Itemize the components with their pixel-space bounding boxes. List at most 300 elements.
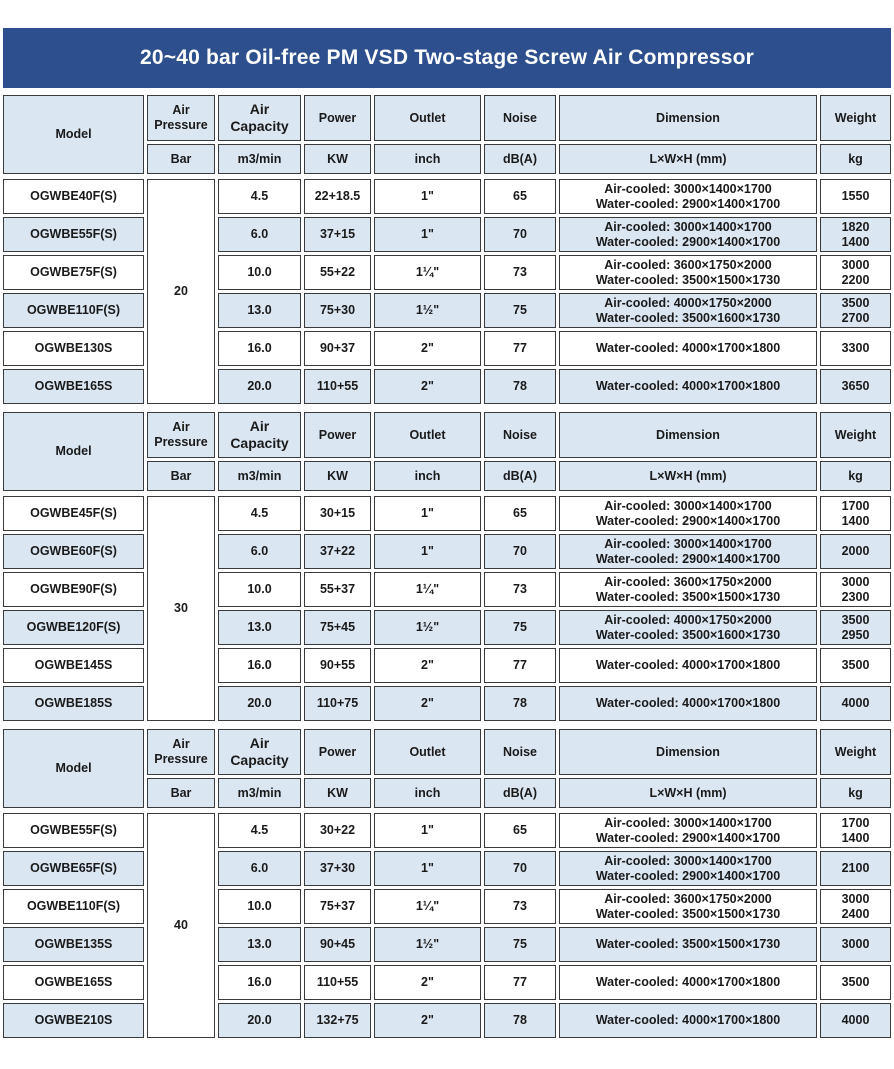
- model-cell: [3, 534, 144, 569]
- capacity-cell-text: 10.0: [247, 899, 272, 913]
- dimension-cell-text-1: Air-cooled: 4000×1750×2000: [604, 612, 772, 627]
- dimension-cell-text: Water-cooled: 3500×1500×1730: [595, 937, 781, 951]
- header-dimension-text: Dimension: [656, 427, 720, 442]
- noise-cell: [484, 496, 556, 531]
- unit-air-pressure-text: Bar: [170, 151, 192, 166]
- unit-power: [304, 461, 371, 491]
- outlet-cell: [374, 331, 481, 366]
- header-power: [304, 412, 371, 458]
- noise-cell-text: 75: [513, 303, 527, 317]
- unit-outlet-text: inch: [414, 151, 441, 166]
- pressure-value: [147, 179, 215, 404]
- unit-noise-text: dB(A): [502, 151, 537, 166]
- header-dimension: [559, 729, 817, 775]
- unit-power-text: KW: [327, 468, 348, 483]
- dimension-cell-text-1: Air-cooled: 3000×1400×1700: [604, 853, 772, 868]
- model-cell-text: OGWBE110F(S): [26, 303, 121, 317]
- outlet-cell-text: 1": [421, 227, 434, 241]
- model-cell-text: OGWBE185S: [34, 696, 113, 710]
- power-cell-text: 110+55: [316, 379, 359, 393]
- noise-cell-text: 75: [513, 620, 527, 634]
- dimension-cell: [559, 927, 817, 962]
- weight-cell: [820, 1003, 891, 1038]
- power-cell-text: 30+15: [319, 506, 356, 520]
- power-cell: [304, 686, 371, 721]
- dimension-cell-text: Water-cooled: 4000×1700×1800: [595, 658, 781, 672]
- model-cell-text: OGWBE60F(S): [30, 544, 117, 558]
- power-cell-text: 75+30: [319, 303, 356, 317]
- header-air-capacity-line-1: Air: [249, 735, 270, 751]
- header-dimension: [559, 412, 817, 458]
- outlet-cell: [374, 610, 481, 645]
- header-air-capacity-line-2: Capacity: [230, 118, 289, 134]
- header-weight: [820, 95, 891, 141]
- model-cell-text: OGWBE40F(S): [30, 189, 117, 203]
- header-outlet: [374, 729, 481, 775]
- power-cell-text: 55+22: [319, 265, 356, 279]
- header-dimension: [559, 95, 817, 141]
- outlet-cell-text: 2": [421, 379, 434, 393]
- noise-cell-text: 78: [513, 1013, 527, 1027]
- weight-cell: [820, 179, 891, 214]
- unit-outlet-text: inch: [414, 468, 441, 483]
- outlet-cell: [374, 369, 481, 404]
- power-cell-text: 90+55: [319, 658, 356, 672]
- capacity-cell: [218, 686, 301, 721]
- model-cell-text: OGWBE145S: [34, 658, 113, 672]
- weight-cell-text: 3500: [841, 658, 870, 672]
- capacity-cell-text: 20.0: [247, 379, 272, 393]
- dimension-cell: [559, 534, 817, 569]
- capacity-cell-text: 4.5: [250, 189, 269, 203]
- dimension-cell-text-2: Water-cooled: 2900×1400×1700: [595, 513, 781, 528]
- pressure-value: [147, 496, 215, 721]
- dimension-cell-text-1: Air-cooled: 3000×1400×1700: [604, 219, 772, 234]
- outlet-cell: [374, 217, 481, 252]
- capacity-cell-text: 10.0: [247, 582, 272, 596]
- weight-cell-text-2: 2400: [841, 906, 870, 921]
- power-cell: [304, 496, 371, 531]
- header-model-text: Model: [55, 761, 92, 775]
- noise-cell: [484, 927, 556, 962]
- outlet-cell: [374, 1003, 481, 1038]
- power-cell: [304, 889, 371, 924]
- header-air-pressure: [147, 729, 215, 775]
- outlet-cell: [374, 179, 481, 214]
- dimension-cell: [559, 369, 817, 404]
- power-cell: [304, 293, 371, 328]
- capacity-cell: [218, 610, 301, 645]
- model-cell-text: OGWBE210S: [34, 1013, 113, 1027]
- outlet-cell-text: 1": [421, 544, 434, 558]
- weight-cell-text-1: 3000: [841, 891, 870, 906]
- model-cell-text: OGWBE165S: [34, 379, 113, 393]
- model-cell-text: OGWBE120F(S): [26, 620, 121, 634]
- noise-cell: [484, 217, 556, 252]
- header-noise: [484, 729, 556, 775]
- dimension-cell-text: Water-cooled: 4000×1700×1800: [595, 1013, 781, 1027]
- weight-cell: [820, 965, 891, 1000]
- header-air-pressure-line-2: Pressure: [154, 118, 208, 132]
- dimension-cell: [559, 217, 817, 252]
- dimension-cell-text-2: Water-cooled: 2900×1400×1700: [595, 551, 781, 566]
- dimension-cell: [559, 179, 817, 214]
- unit-weight: [820, 461, 891, 491]
- weight-cell: [820, 648, 891, 683]
- header-outlet: [374, 412, 481, 458]
- noise-cell-text: 70: [513, 227, 527, 241]
- weight-cell-text: 3650: [841, 379, 870, 393]
- header-dimension-text: Dimension: [656, 744, 720, 759]
- header-weight: [820, 729, 891, 775]
- noise-cell-text: 77: [513, 658, 527, 672]
- weight-cell: [820, 889, 891, 924]
- weight-cell-text-1: 1820: [841, 219, 870, 234]
- capacity-cell: [218, 179, 301, 214]
- dimension-cell-text-2: Water-cooled: 3500×1500×1730: [595, 906, 781, 921]
- dimension-cell: [559, 572, 817, 607]
- weight-cell-text-2: 1400: [841, 830, 870, 845]
- power-cell-text: 37+15: [319, 227, 356, 241]
- page-title-banner: [3, 28, 891, 88]
- dimension-cell-text-1: Air-cooled: 3600×1750×2000: [604, 891, 772, 906]
- unit-weight-text: kg: [848, 468, 863, 483]
- model-cell-text: OGWBE55F(S): [30, 227, 117, 241]
- capacity-cell-text: 13.0: [247, 937, 272, 951]
- unit-outlet: [374, 144, 481, 174]
- weight-cell-text-2: 2300: [841, 589, 870, 604]
- model-cell-text: OGWBE130S: [34, 341, 113, 355]
- outlet-cell: [374, 686, 481, 721]
- unit-weight: [820, 144, 891, 174]
- weight-cell-text: 2000: [841, 544, 870, 558]
- unit-noise-text: dB(A): [502, 468, 537, 483]
- outlet-cell-text: 1½": [415, 937, 440, 951]
- capacity-cell-text: 20.0: [247, 696, 272, 710]
- power-cell-text: 75+45: [319, 620, 356, 634]
- outlet-cell: [374, 851, 481, 886]
- dimension-cell-text-1: Air-cooled: 3000×1400×1700: [604, 181, 772, 196]
- header-weight-text: Weight: [834, 744, 877, 759]
- model-cell-text: OGWBE165S: [34, 975, 113, 989]
- weight-cell-text: 3000: [841, 937, 870, 951]
- noise-cell: [484, 851, 556, 886]
- dimension-cell-text-2: Water-cooled: 2900×1400×1700: [595, 234, 781, 249]
- pressure-value-text: 40: [174, 918, 188, 932]
- outlet-cell-text: 2": [421, 341, 434, 355]
- outlet-cell-text: 1½": [415, 620, 440, 634]
- power-cell: [304, 610, 371, 645]
- header-air-capacity-line-1: Air: [249, 101, 270, 117]
- weight-cell: [820, 927, 891, 962]
- dimension-cell-text-1: Air-cooled: 3600×1750×2000: [604, 257, 772, 272]
- capacity-cell-text: 13.0: [247, 303, 272, 317]
- dimension-cell: [559, 686, 817, 721]
- weight-cell: [820, 293, 891, 328]
- power-cell: [304, 179, 371, 214]
- dimension-cell-text-1: Air-cooled: 4000×1750×2000: [604, 295, 772, 310]
- model-cell: [3, 255, 144, 290]
- header-air-capacity-line-2: Capacity: [230, 435, 289, 451]
- dimension-cell-text-1: Air-cooled: 3000×1400×1700: [604, 536, 772, 551]
- unit-air-capacity-text: m3/min: [237, 151, 282, 166]
- power-cell-text: 90+37: [319, 341, 356, 355]
- unit-outlet: [374, 461, 481, 491]
- noise-cell: [484, 572, 556, 607]
- dimension-cell-text-1: Air-cooled: 3600×1750×2000: [604, 574, 772, 589]
- capacity-cell: [218, 648, 301, 683]
- header-air-capacity-line-1: Air: [249, 418, 270, 434]
- weight-cell-text-1: 3500: [841, 295, 870, 310]
- noise-cell: [484, 534, 556, 569]
- model-cell: [3, 293, 144, 328]
- power-cell: [304, 369, 371, 404]
- header-outlet-text: Outlet: [409, 744, 446, 759]
- header-model: [3, 412, 144, 491]
- capacity-cell: [218, 217, 301, 252]
- unit-air-capacity: [218, 461, 301, 491]
- header-weight-text: Weight: [834, 427, 877, 442]
- outlet-cell: [374, 293, 481, 328]
- power-cell: [304, 813, 371, 848]
- weight-cell-text-1: 1700: [841, 815, 870, 830]
- unit-noise: [484, 144, 556, 174]
- header-outlet: [374, 95, 481, 141]
- model-cell: [3, 217, 144, 252]
- power-cell: [304, 534, 371, 569]
- weight-cell: [820, 851, 891, 886]
- noise-cell-text: 73: [513, 899, 527, 913]
- unit-power: [304, 144, 371, 174]
- capacity-cell: [218, 331, 301, 366]
- power-cell: [304, 217, 371, 252]
- header-outlet-text: Outlet: [409, 427, 446, 442]
- dimension-cell: [559, 255, 817, 290]
- weight-cell-text: 2100: [841, 861, 870, 875]
- outlet-cell: [374, 572, 481, 607]
- power-cell: [304, 331, 371, 366]
- dimension-cell: [559, 851, 817, 886]
- unit-outlet-text: inch: [414, 785, 441, 800]
- dimension-cell-text-2: Water-cooled: 2900×1400×1700: [595, 868, 781, 883]
- capacity-cell-text: 6.0: [250, 227, 269, 241]
- noise-cell: [484, 813, 556, 848]
- noise-cell-text: 65: [513, 189, 527, 203]
- capacity-cell-text: 4.5: [250, 823, 269, 837]
- dimension-cell: [559, 965, 817, 1000]
- unit-noise-text: dB(A): [502, 785, 537, 800]
- noise-cell-text: 77: [513, 975, 527, 989]
- power-cell-text: 110+55: [316, 975, 359, 989]
- header-model: [3, 729, 144, 808]
- capacity-cell-text: 16.0: [247, 341, 272, 355]
- capacity-cell-text: 6.0: [250, 861, 269, 875]
- unit-dimension-text: L×W×H (mm): [649, 151, 727, 166]
- capacity-cell: [218, 927, 301, 962]
- outlet-cell-text: 1": [421, 861, 434, 875]
- dimension-cell-text-1: Air-cooled: 3000×1400×1700: [604, 815, 772, 830]
- noise-cell-text: 78: [513, 379, 527, 393]
- model-cell: [3, 179, 144, 214]
- outlet-cell: [374, 965, 481, 1000]
- pressure-value: [147, 813, 215, 1038]
- unit-air-pressure: [147, 461, 215, 491]
- model-cell: [3, 648, 144, 683]
- unit-dimension: [559, 461, 817, 491]
- weight-cell-text-2: 1400: [841, 234, 870, 249]
- power-cell-text: 110+75: [316, 696, 359, 710]
- unit-air-pressure: [147, 144, 215, 174]
- header-air-pressure: [147, 412, 215, 458]
- pressure-value-text: 20: [174, 284, 188, 298]
- power-cell-text: 55+37: [319, 582, 356, 596]
- outlet-cell-text: 2": [421, 975, 434, 989]
- outlet-cell-text: 1¼": [415, 265, 440, 279]
- header-power-text: Power: [318, 427, 357, 442]
- outlet-cell-text: 1": [421, 506, 434, 520]
- header-air-capacity: [218, 729, 301, 775]
- capacity-cell: [218, 255, 301, 290]
- header-dimension-text: Dimension: [656, 110, 720, 125]
- model-cell-text: OGWBE90F(S): [30, 582, 117, 596]
- weight-cell: [820, 331, 891, 366]
- noise-cell: [484, 331, 556, 366]
- unit-air-capacity: [218, 144, 301, 174]
- model-cell: [3, 496, 144, 531]
- unit-dimension-text: L×W×H (mm): [649, 468, 727, 483]
- noise-cell: [484, 179, 556, 214]
- power-cell: [304, 851, 371, 886]
- header-model: [3, 95, 144, 174]
- weight-cell: [820, 686, 891, 721]
- dimension-cell-text-2: Water-cooled: 3500×1600×1730: [595, 310, 781, 325]
- noise-cell: [484, 369, 556, 404]
- weight-cell-text-2: 2700: [841, 310, 870, 325]
- outlet-cell-text: 1¼": [415, 899, 440, 913]
- noise-cell-text: 65: [513, 506, 527, 520]
- noise-cell-text: 65: [513, 823, 527, 837]
- dimension-cell: [559, 1003, 817, 1038]
- dimension-cell: [559, 813, 817, 848]
- dimension-cell: [559, 648, 817, 683]
- outlet-cell: [374, 534, 481, 569]
- noise-cell-text: 70: [513, 544, 527, 558]
- unit-dimension: [559, 144, 817, 174]
- header-noise-text: Noise: [502, 744, 538, 759]
- capacity-cell: [218, 534, 301, 569]
- weight-cell-text: 3300: [841, 341, 870, 355]
- power-cell-text: 90+45: [319, 937, 356, 951]
- outlet-cell: [374, 255, 481, 290]
- outlet-cell: [374, 496, 481, 531]
- unit-power-text: KW: [327, 785, 348, 800]
- unit-power-text: KW: [327, 151, 348, 166]
- capacity-cell-text: 16.0: [247, 658, 272, 672]
- unit-weight: [820, 778, 891, 808]
- dimension-cell-text-1: Air-cooled: 3000×1400×1700: [604, 498, 772, 513]
- header-air-pressure-line-2: Pressure: [154, 752, 208, 766]
- noise-cell-text: 78: [513, 696, 527, 710]
- outlet-cell-text: 2": [421, 658, 434, 672]
- capacity-cell: [218, 851, 301, 886]
- outlet-cell-text: 1¼": [415, 582, 440, 596]
- unit-noise: [484, 461, 556, 491]
- pressure-value-text: 30: [174, 601, 188, 615]
- header-air-capacity: [218, 95, 301, 141]
- header-noise-text: Noise: [502, 110, 538, 125]
- noise-cell: [484, 255, 556, 290]
- weight-cell: [820, 534, 891, 569]
- power-cell-text: 22+18.5: [314, 189, 361, 203]
- unit-dimension: [559, 778, 817, 808]
- header-air-pressure: [147, 95, 215, 141]
- outlet-cell-text: 1": [421, 189, 434, 203]
- dimension-cell-text-2: Water-cooled: 3500×1500×1730: [595, 589, 781, 604]
- noise-cell: [484, 965, 556, 1000]
- weight-cell-text-2: 2200: [841, 272, 870, 287]
- unit-air-pressure-text: Bar: [170, 785, 192, 800]
- outlet-cell-text: 2": [421, 696, 434, 710]
- unit-air-capacity-text: m3/min: [237, 785, 282, 800]
- unit-dimension-text: L×W×H (mm): [649, 785, 727, 800]
- model-cell-text: OGWBE45F(S): [30, 506, 117, 520]
- power-cell: [304, 572, 371, 607]
- noise-cell-text: 77: [513, 341, 527, 355]
- capacity-cell: [218, 496, 301, 531]
- weight-cell: [820, 572, 891, 607]
- capacity-cell: [218, 293, 301, 328]
- dimension-cell-text-2: Water-cooled: 2900×1400×1700: [595, 196, 781, 211]
- model-cell-text: OGWBE75F(S): [30, 265, 117, 279]
- dimension-cell-text-2: Water-cooled: 3500×1600×1730: [595, 627, 781, 642]
- unit-air-capacity-text: m3/min: [237, 468, 282, 483]
- power-cell-text: 132+75: [316, 1013, 359, 1027]
- dimension-cell-text: Water-cooled: 4000×1700×1800: [595, 975, 781, 989]
- weight-cell-text: 4000: [841, 1013, 870, 1027]
- dimension-cell: [559, 293, 817, 328]
- outlet-cell: [374, 648, 481, 683]
- weight-cell: [820, 255, 891, 290]
- capacity-cell: [218, 369, 301, 404]
- power-cell-text: 75+37: [319, 899, 356, 913]
- noise-cell-text: 73: [513, 265, 527, 279]
- model-cell: [3, 927, 144, 962]
- noise-cell: [484, 293, 556, 328]
- power-cell: [304, 648, 371, 683]
- header-power-text: Power: [318, 110, 357, 125]
- capacity-cell: [218, 889, 301, 924]
- weight-cell-text: 3500: [841, 975, 870, 989]
- unit-weight-text: kg: [848, 785, 863, 800]
- page-title: 20~40 bar Oil-free PM VSD Two-stage Screw Air Compressor: [140, 46, 754, 69]
- outlet-cell: [374, 813, 481, 848]
- model-cell-text: OGWBE65F(S): [30, 861, 117, 875]
- weight-cell: [820, 496, 891, 531]
- header-power: [304, 729, 371, 775]
- model-cell: [3, 1003, 144, 1038]
- model-cell: [3, 610, 144, 645]
- model-cell: [3, 813, 144, 848]
- outlet-cell-text: 1": [421, 823, 434, 837]
- header-outlet-text: Outlet: [409, 110, 446, 125]
- unit-weight-text: kg: [848, 151, 863, 166]
- model-cell: [3, 851, 144, 886]
- power-cell-text: 37+30: [319, 861, 356, 875]
- power-cell: [304, 1003, 371, 1038]
- weight-cell: [820, 369, 891, 404]
- weight-cell-text-1: 3500: [841, 612, 870, 627]
- header-model-text: Model: [55, 127, 92, 141]
